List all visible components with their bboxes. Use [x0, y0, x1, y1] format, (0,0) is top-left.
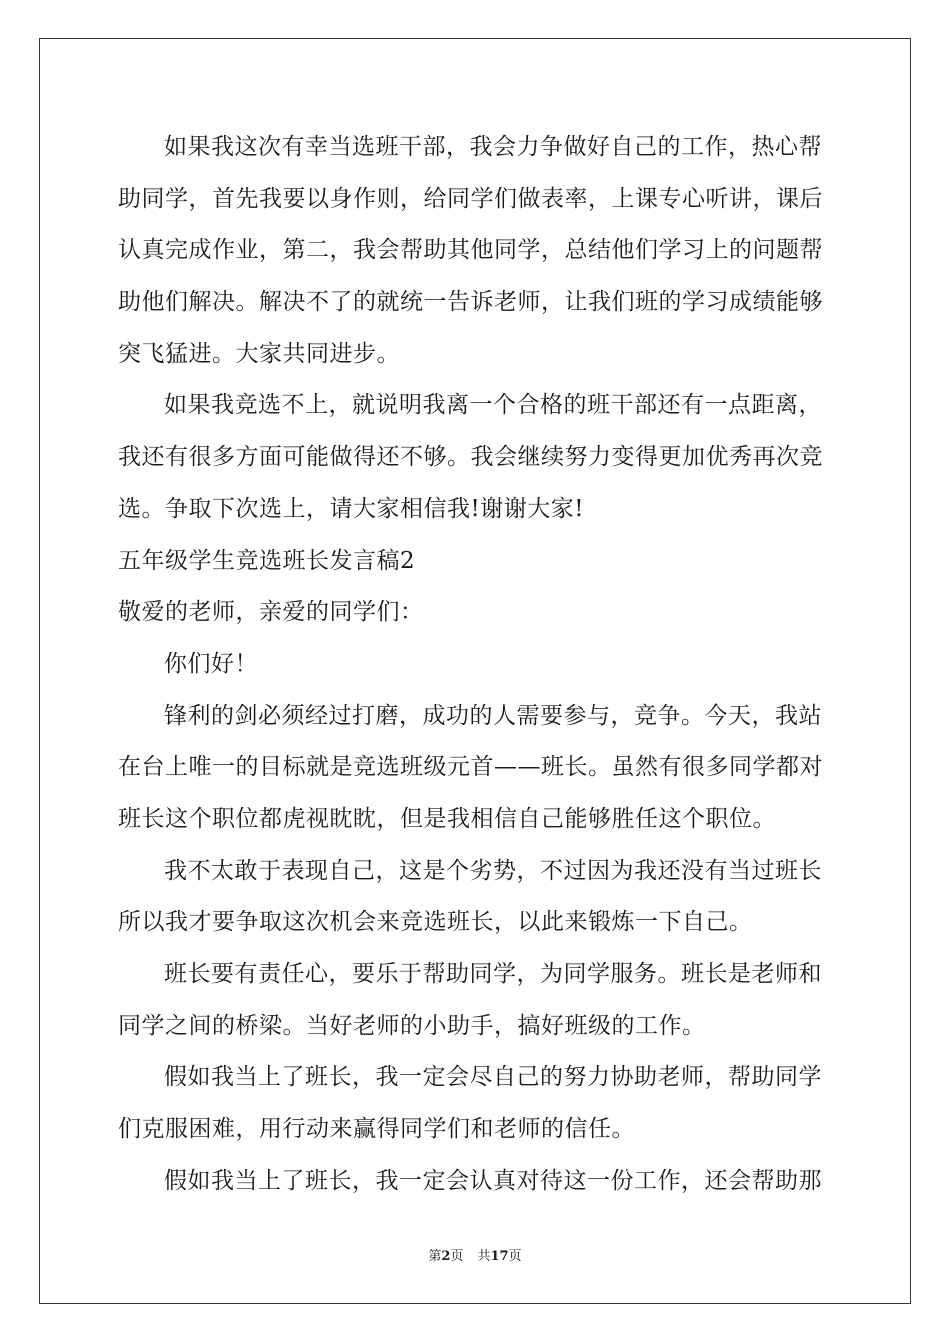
paragraph-line: 助他们解决。解决不了的就统一告诉老师，让我们班的学习成绩能够 — [118, 289, 823, 316]
paragraph-line: 我还有很多方面可能做得还不够。我会继续努力变得更加优秀再次竞 — [118, 444, 823, 471]
paragraph-line: 班长这个职位都虎视眈眈，但是我相信自己能够胜任这个职位。 — [118, 805, 776, 832]
paragraph-line: 同学之间的桥梁。当好老师的小助手，搞好班级的工作。 — [118, 1012, 706, 1039]
paragraph-line: 我不太敢于表现自己，这是个劣势，不过因为我还没有当过班长 — [164, 857, 822, 884]
section-heading: 五年级学生竞选班长发言稿2 — [118, 547, 416, 574]
total-pages: 17 — [490, 1249, 509, 1264]
paragraph-line: 如果我竞选不上，就说明我离一个合格的班干部还有一点距离， — [164, 392, 822, 419]
salutation: 敬爱的老师，亲爱的同学们： — [118, 599, 424, 626]
greeting: 你们好！ — [164, 650, 258, 677]
paragraph-line: 助同学，首先我要以身作则，给同学们做表率，上课专心听讲，课后 — [118, 185, 823, 212]
total-prefix: 共 — [477, 1249, 491, 1264]
paragraph-line: 锋利的剑必须经过打磨，成功的人需要参与，竞争。今天，我站 — [164, 702, 822, 729]
paragraph-line: 班长要有责任心，要乐于帮助同学，为同学服务。班长是老师和 — [164, 961, 822, 987]
total-suffix: 页 — [508, 1249, 522, 1264]
paragraph-line: 如果我这次有幸当选班干部，我会力争做好自己的工作，热心帮 — [164, 134, 822, 160]
paragraph-line: 们克服困难，用行动来赢得同学们和老师的信任。 — [118, 1116, 635, 1143]
page-suffix: 页 — [450, 1249, 464, 1264]
document-body — [118, 122, 833, 1207]
paragraph-line: 假如我当上了班长，我一定会认真对待这一份工作，还会帮助那 — [164, 1167, 822, 1194]
paragraph-line: 选。争取下次选上，请大家相信我!谢谢大家! — [118, 495, 584, 522]
page-number: 2 — [441, 1249, 451, 1264]
paragraph-line: 突飞猛进。大家共同进步。 — [118, 340, 400, 367]
page-footer — [0, 1245, 950, 1264]
paragraph-line: 所以我才要争取这次机会来竞选班长，以此来锻炼一下自己。 — [118, 909, 753, 936]
page-prefix: 第 — [428, 1249, 442, 1264]
paragraph-line: 在台上唯一的目标就是竞选班级元首——班长。虽然有很多同学都对 — [118, 754, 823, 781]
paragraph-line: 认真完成作业，第二，我会帮助其他同学，总结他们学习上的问题帮 — [118, 237, 823, 264]
paragraph-line: 假如我当上了班长，我一定会尽自己的努力协助老师，帮助同学 — [164, 1064, 822, 1091]
